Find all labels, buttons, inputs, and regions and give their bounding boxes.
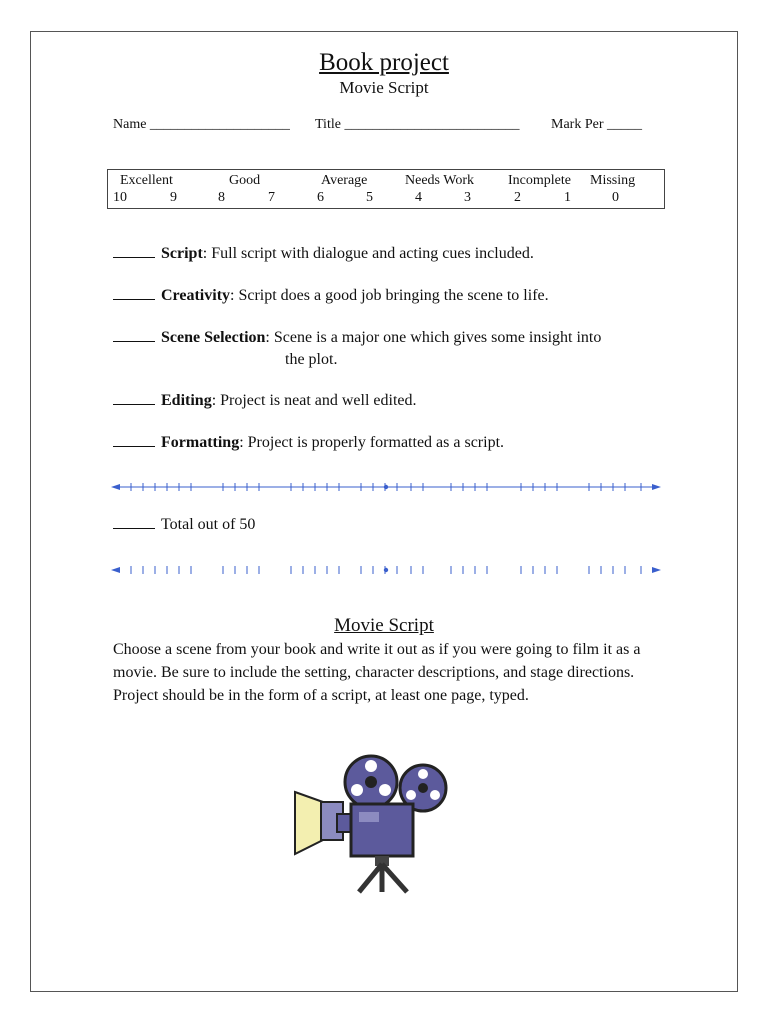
criterion-label: Editing (161, 392, 212, 409)
score-blank (113, 392, 155, 405)
criterion-label: Scene Selection (161, 329, 266, 346)
total-label: Total out of 50 (161, 516, 256, 533)
score-blank (113, 329, 155, 342)
criterion-text: : Full script with dialogue and acting cues included. (202, 245, 534, 262)
scale-number: 4 (415, 190, 422, 205)
criterion-formatting (113, 434, 504, 452)
scale-number: 1 (564, 190, 571, 205)
scale-number: 8 (218, 190, 225, 205)
criterion-text-continued: the plot. (285, 351, 338, 368)
name-field-label: Name ____________________ (113, 117, 290, 132)
scale-number: 7 (268, 190, 275, 205)
scale-number: 0 (612, 190, 619, 205)
criterion-script (113, 245, 534, 263)
score-blank (113, 434, 155, 447)
description-heading: Movie Script (334, 615, 434, 636)
scale-number: 2 (514, 190, 521, 205)
movie-camera-icon (293, 752, 449, 894)
score-blank (113, 245, 155, 258)
scale-heading: Missing (590, 173, 636, 188)
scale-heading: Needs Work (405, 173, 474, 188)
score-blank (113, 287, 155, 300)
scale-heading: Average (321, 173, 368, 188)
scale-number: 6 (317, 190, 324, 205)
scale-number: 10 (113, 190, 127, 205)
criterion-scene-selection (113, 329, 601, 347)
mark-field-label: Mark Per _____ (551, 117, 642, 132)
title-field-label: Title _________________________ (315, 117, 520, 132)
number-line-divider (111, 480, 661, 494)
criterion-label: Creativity (161, 287, 231, 304)
criterion-text: : Project is properly formatted as a script. (239, 434, 505, 451)
criterion-text: : Project is neat and well edited. (211, 392, 417, 409)
total-score (113, 516, 255, 534)
scale-heading: Good (229, 173, 261, 188)
document-page (30, 31, 738, 992)
number-line-divider (111, 563, 661, 577)
criterion-text: : Scene is a major one which gives some insight into (265, 329, 602, 346)
criterion-creativity (113, 287, 549, 305)
scale-number: 3 (464, 190, 471, 205)
criterion-editing (113, 392, 417, 410)
criterion-label: Script (161, 245, 203, 262)
criterion-text: : Script does a good job bringing the scene to life. (230, 287, 549, 304)
scale-number: 5 (366, 190, 373, 205)
criterion-label: Formatting (161, 434, 240, 451)
page-title: Book project (319, 49, 449, 76)
description-body: Choose a scene from your book and write it out as if you were going to film it as a movie. Be sure to include the setting, character descriptions, and stage directions. Project should be in the form of a script, at least one page, typed. (113, 641, 641, 704)
score-blank (113, 516, 155, 529)
page-subtitle: Movie Script (339, 78, 429, 97)
scale-number: 9 (170, 190, 177, 205)
grading-scale (107, 169, 665, 209)
scale-heading: Incomplete (508, 173, 571, 188)
scale-heading: Excellent (120, 173, 173, 188)
